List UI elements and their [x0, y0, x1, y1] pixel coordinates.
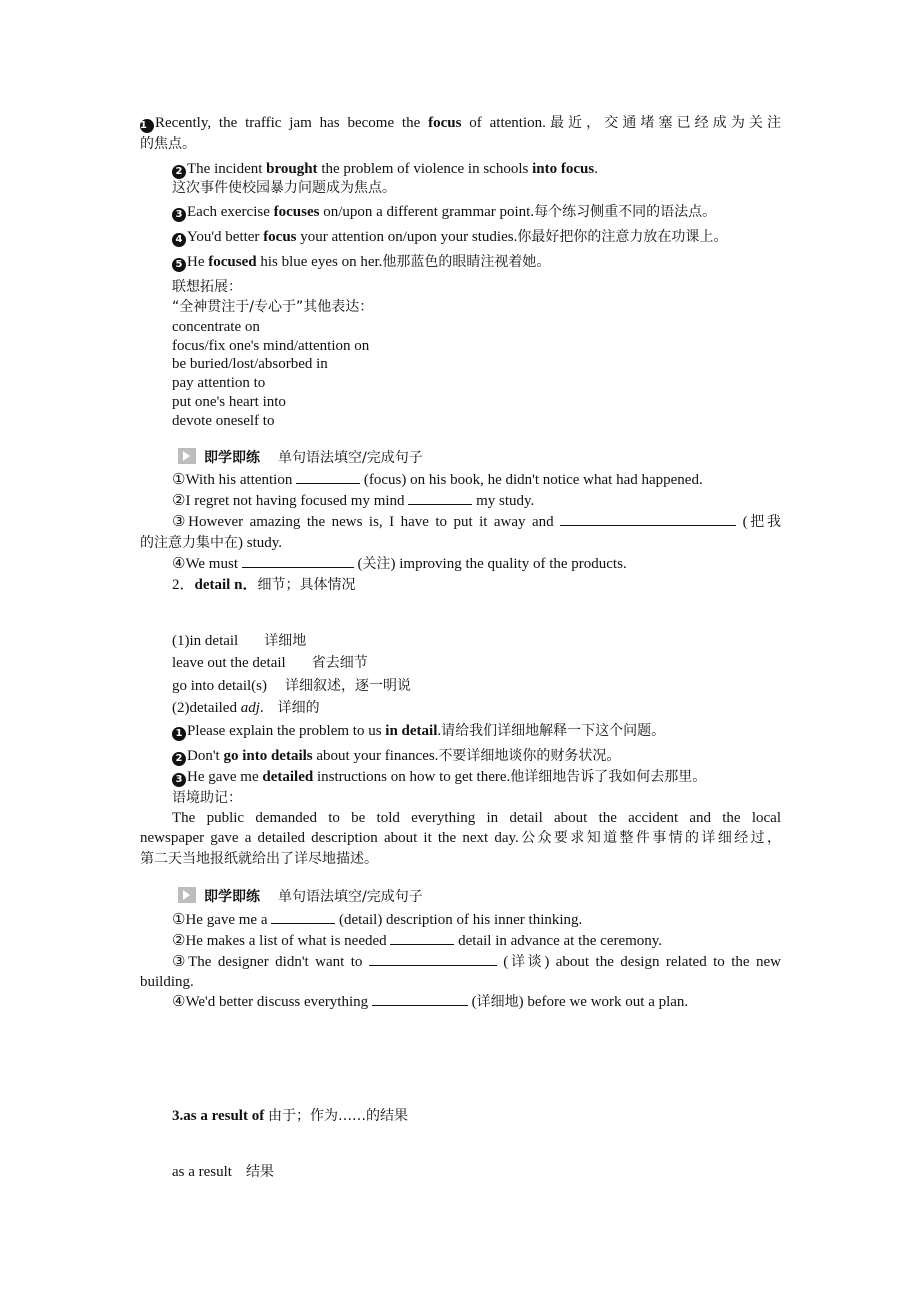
practice1-q4: ④We must (关注) improving the quality of the products.: [172, 556, 627, 572]
number-4-badge: 4: [172, 233, 186, 247]
expression-item: pay attention to: [172, 375, 266, 391]
extend-title: 联想拓展：: [172, 279, 242, 295]
focus-example-4: 4 You'd better focus your attention on/upon your studies.你最好把你的注意力放在功课上。: [172, 227, 727, 247]
practice1-q1: ①With his attention (focus) on his book, he didn't notice what had happened.: [172, 472, 703, 488]
practice-header-2: 即学即练 单句语法填空/完成句子: [178, 887, 423, 907]
practice2-q3-cont: building.: [140, 974, 194, 990]
focus-example-1: 1 Recently, the traffic jam has become the focus of attention.最近，交通堵塞已经成为关注: [140, 115, 782, 131]
practice2-q4: ④We'd better discuss everything (详细地) before we work out a plan.: [172, 994, 689, 1010]
practice1-q3-cont: 的注意力集中在) study.: [140, 535, 283, 551]
focus-example-5: 5 He focused his blue eyes on her.他那蓝色的眼睛注视着她。: [172, 252, 550, 272]
answer-blank[interactable]: [408, 492, 472, 505]
detail-heading: 2．detail n．细节；具体情况: [172, 577, 356, 593]
number-3-badge: 3: [172, 208, 186, 222]
practice2-q1: ①He gave me a (detail) description of his inner thinking.: [172, 912, 583, 928]
extend-subtitle: “全神贯注于/专心于”其他表达：: [172, 299, 374, 315]
memo-line-2: newspaper gave a detailed description about it the next day.公众要求知道整件事情的详细经过，: [140, 830, 781, 846]
practice-header-1: 即学即练 单句语法填空/完成句子: [178, 448, 423, 468]
focus-example-1-cont: 的焦点。: [140, 136, 196, 152]
focus-example-3: 3 Each exercise focuses on/upon a different grammar point.每个练习侧重不同的语法点。: [172, 202, 716, 222]
number-5-badge: 5: [172, 258, 186, 272]
number-1-badge: 1: [140, 119, 154, 133]
detail-example-1: 1 Please explain the problem to us in detail.请给我们详细地解释一下这个问题。: [172, 721, 665, 741]
detail-phrase-4: (2)detailed adj. 详细的: [172, 700, 320, 716]
answer-blank[interactable]: [271, 911, 335, 924]
number-2-badge: 2: [172, 165, 186, 179]
practice1-q2: ②I regret not having focused my mind my study.: [172, 493, 535, 509]
result-phrase: as a result 结果: [172, 1164, 274, 1180]
practice2-q2: ②He makes a list of what is needed detail in advance at the ceremony.: [172, 933, 663, 949]
focus-example-2: 2 The incident brought the problem of violence in schools into focus.: [172, 159, 598, 179]
answer-blank[interactable]: [560, 513, 736, 526]
answer-blank[interactable]: [296, 471, 360, 484]
answer-blank[interactable]: [369, 953, 497, 966]
detail-example-2: 2 Don't go into details about your finances.不要详细地谈你的财务状况。: [172, 746, 620, 766]
number-1-badge: 1: [172, 727, 186, 741]
detail-phrase-2: leave out the detail 省去细节: [172, 655, 368, 671]
expression-item: focus/fix one's mind/attention on: [172, 338, 370, 354]
memo-line-3: 第二天当地报纸就给出了详尽地描述。: [140, 851, 378, 867]
result-heading: 3.as a result of 由于；作为……的结果: [172, 1108, 408, 1124]
chevron-right-icon: [178, 887, 196, 903]
practice1-q3: ③However amazing the news is, I have to put it away and (把我: [172, 514, 781, 530]
number-2-badge: 2: [172, 752, 186, 766]
expression-item: concentrate on: [172, 319, 260, 335]
detail-phrase-3: go into detail(s) 详细叙述，逐一明说: [172, 678, 411, 694]
expression-item: put one's heart into: [172, 394, 286, 410]
chevron-right-icon: [178, 448, 196, 464]
focus-example-2-cn: 这次事件使校园暴力问题成为焦点。: [172, 180, 396, 196]
detail-example-3: 3 He gave me detailed instructions on how to get there.他详细地告诉了我如何去那里。: [172, 767, 706, 787]
memo-line-1: The public demanded to be told everything in detail about the accident and the local: [172, 810, 781, 826]
detail-phrase-1: (1)in detail 详细地: [172, 633, 307, 649]
answer-blank[interactable]: [242, 555, 354, 568]
answer-blank[interactable]: [390, 932, 454, 945]
expression-item: be buried/lost/absorbed in: [172, 356, 328, 372]
practice2-q3: ③The designer didn't want to (详谈) about the design related to the new: [172, 954, 781, 970]
answer-blank[interactable]: [372, 993, 468, 1006]
expression-item: devote oneself to: [172, 413, 275, 429]
number-3-badge: 3: [172, 773, 186, 787]
memo-title: 语境助记：: [172, 790, 242, 806]
